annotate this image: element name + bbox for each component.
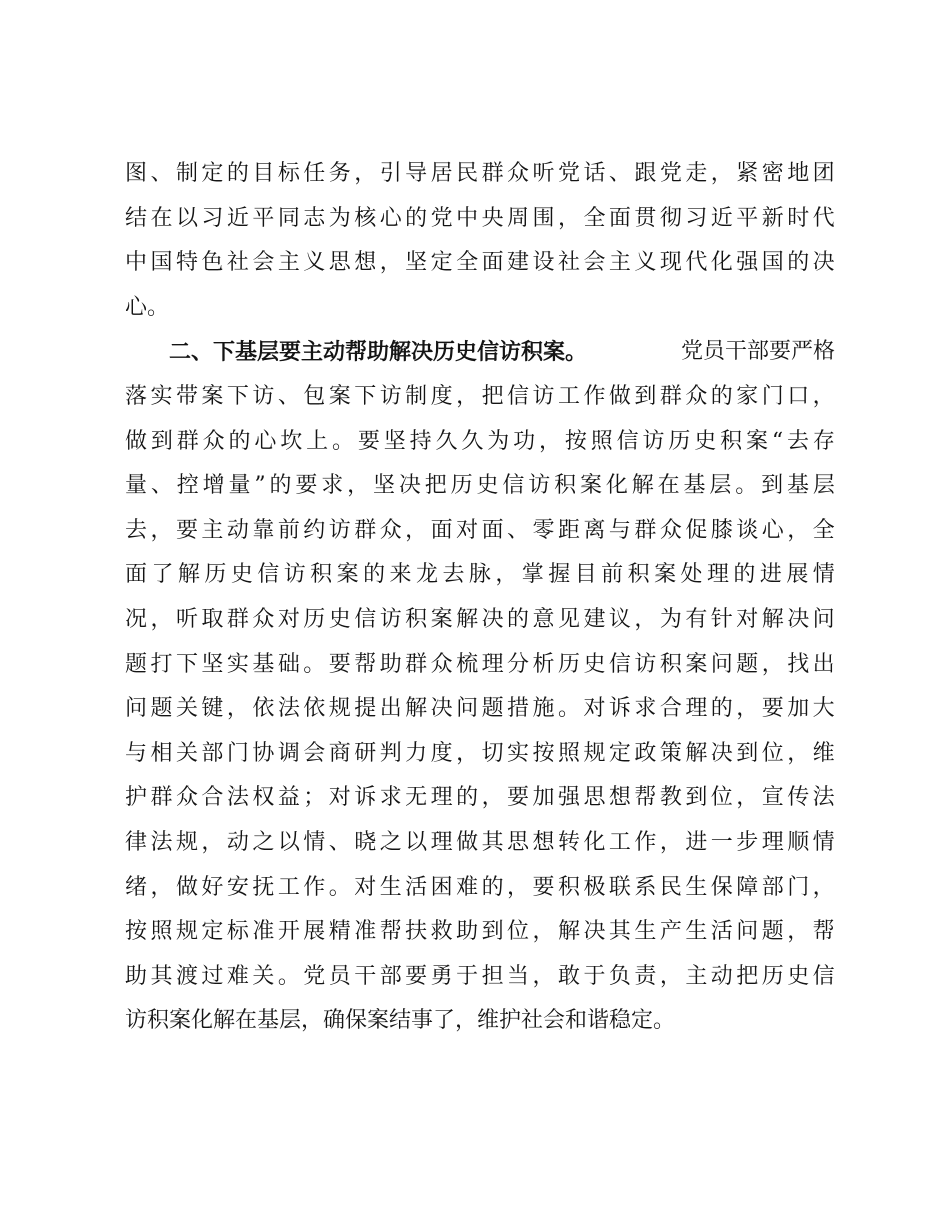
text-line: 问 题 关 键 ， 依 法 依 规 提 出 解 决 问 题 措 施 。 对 诉 求 合 理 的 ， 要 加 大: [125, 696, 835, 722]
text-line: 护 群 众 合 法 权 益 ； 对 诉 求 无 理 的 ， 要 加 强 思 想 帮 教 到 位 ， 宣 传 法: [125, 785, 835, 811]
text-line: 按 照 规 定 标 准 开 展 精 准 帮 扶 救 助 到 位 ， 解 决 其 生 产 生 活 问 题 ， 帮: [125, 919, 835, 945]
text-line: 去 ， 要 主 动 靠 前 约 访 群 众 ， 面 对 面 、 零 距 离 与 群 众 促 膝 谈 心 ， 全: [125, 517, 835, 543]
section-heading-line: [125, 330, 835, 375]
text-line: 题 打 下 坚 实 基 础 。 要 帮 助 群 众 梳 理 分 析 历 史 信 访 积 案 问 题 ， 找 出: [125, 651, 835, 677]
text-line: 中 国 特 色 社 会 主 义 思 想 ， 坚 定 全 面 建 设 社 会 主 义 现 代 化 强 国 的 决: [125, 250, 835, 276]
text-line: 落 实 带 案 下 访 、 包 案 下 访 制 度 ， 把 信 访 工 作 做 到 群 众 的 家 门 口 ，: [125, 383, 835, 409]
text-line: 结 在 以 习 近 平 同 志 为 核 心 的 党 中 央 周 围 ， 全 面 贯 彻 习 近 平 新 时 代: [125, 205, 835, 231]
text-line: 做 到 群 众 的 心 坎 上 。 要 坚 持 久 久 为 功 ， 按 照 信 访 历 史 积 案 “ 去 存: [125, 428, 835, 454]
section-heading: 二、下基层要主动帮助解决历史信访积案。: [169, 339, 588, 366]
text-line: 量 、 控 增 量 ” 的 要 求 ， 坚 决 把 历 史 信 访 积 案 化 解 在 基 层 。 到 基 层: [125, 473, 835, 499]
text-line: 与 相 关 部 门 协 调 会 商 研 判 力 度 ， 切 实 按 照 规 定 政 策 解 决 到 位 ， 维: [125, 740, 835, 766]
text-line: 心。: [125, 294, 170, 320]
heading-line-rest: 党员干部要严格: [680, 339, 835, 365]
body-text: [125, 152, 835, 1044]
text-line: 况 ， 听 取 群 众 对 历 史 信 访 积 案 解 决 的 意 见 建 议 ， 为 有 针 对 解 决 问: [125, 606, 835, 632]
text-line: 图 、 制 定 的 目 标 任 务 ， 引 导 居 民 群 众 听 党 话 、 跟 党 走 ， 紧 密 地 团: [125, 161, 835, 186]
text-line: 绪 ， 做 好 安 抚 工 作 。 对 生 活 困 难 的 ， 要 积 极 联 系 民 生 保 障 部 门 ，: [125, 874, 835, 900]
text-line: 助 其 渡 过 难 关 。 党 员 干 部 要 勇 于 担 当 ， 敢 于 负 责 ， 主 动 把 历 史 信: [125, 963, 835, 989]
text-line: 访积案化解在基层，确保案结事了，维护社会和谐稳定。: [125, 1008, 676, 1034]
text-line: 面 了 解 历 史 信 访 积 案 的 来 龙 去 脉 ， 掌 握 目 前 积 案 处 理 的 进 展 情: [125, 562, 835, 588]
text-line: 律 法 规 ， 动 之 以 情 、 晓 之 以 理 做 其 思 想 转 化 工 作 ， 进 一 步 理 顺 情: [125, 829, 835, 855]
